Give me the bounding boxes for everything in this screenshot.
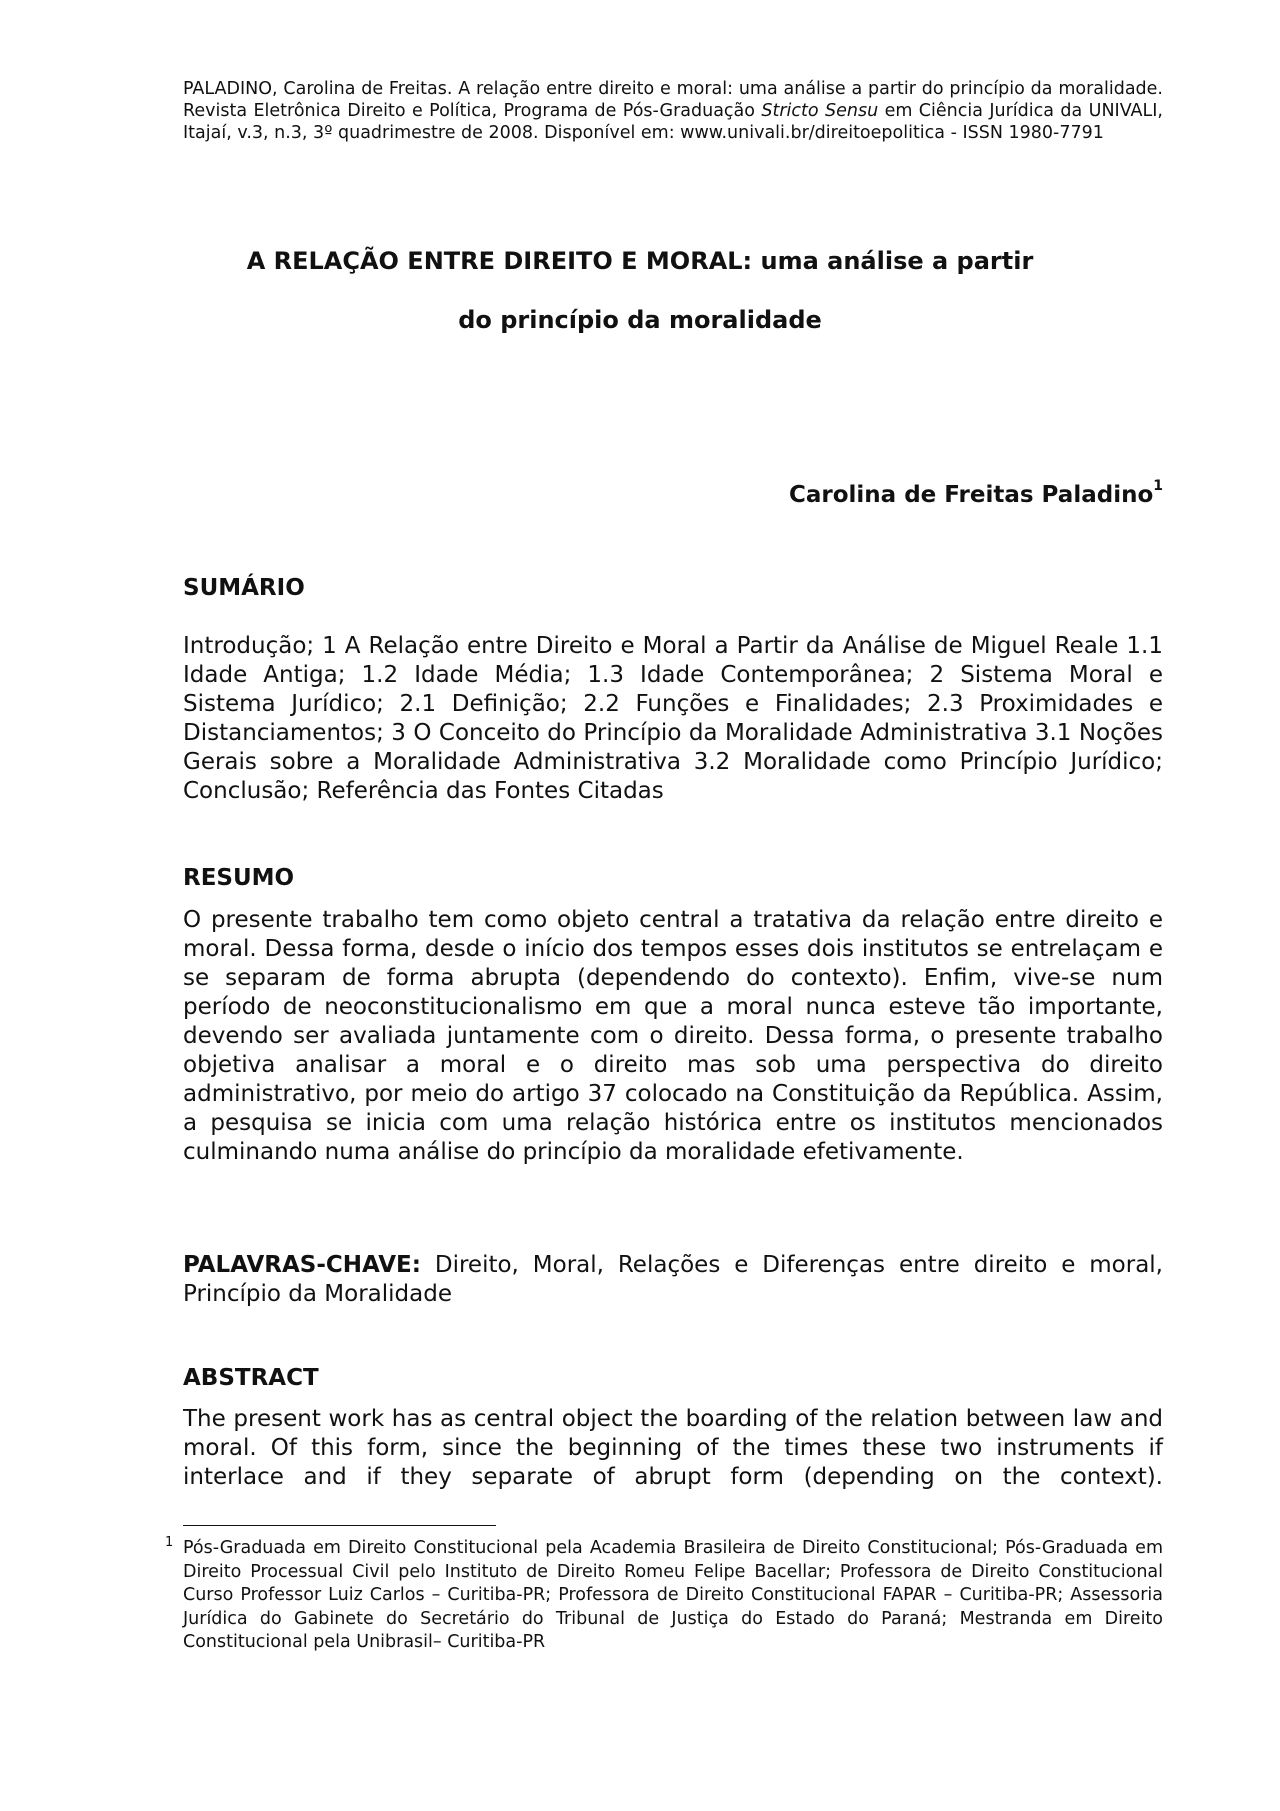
citation-header [183, 78, 1163, 144]
footnote-marker: 1 [165, 1535, 174, 1550]
citation-text: PALADINO, Carolina de Freitas. A relação entre direito e moral: uma análise a partir do princípio da moralidade. Revista Eletrônica Direito e Política, Programa de Pós-Graduação [183, 79, 1163, 121]
author-footnote-ref[interactable]: 1 [1153, 478, 1163, 494]
citation-italic: Stricto Sensu [761, 101, 879, 121]
author-name [789, 478, 1163, 508]
abstract-text: The present work has as central object the boarding of the relation between law and moral. Of this form, since the beginning of the times these two instruments if interlace and if they separate of abrupt form (depending on the context). [183, 1406, 1163, 1490]
citation-text-end: em Ciência Jurídica da UNIVALI, Itajaí, v.3, n.3, 3º quadrimestre de 2008. Disponível em: www.univali.br/direitoepolitica - ISSN 1980-7791 [183, 101, 1163, 143]
footnote-text: Pós-Graduada em Direito Constitucional pela Academia Brasileira de Direito Constitucional; Pós-Graduada em Direito Processual Civil pelo Instituto de Direito Romeu Felipe Bacellar; Professora de Direito Constitucional Curso Professor Luiz Carlos – Curitiba-PR; Professora de Direito Constitucional FAPAR – Curitiba-PR; Assessoria Jurídica do Gabinete do Secretário do Tribunal de Justiça do Estado do Paraná; Mestranda em Direito Constitucional pela Unibrasil– Curitiba-PR [183, 1538, 1163, 1652]
sumario-text: Introdução; 1 A Relação entre Direito e Moral a Partir da Análise de Miguel Reale 1.1 Idade Antiga; 1.2 Idade Média; 1.3 Idade Contemporânea; 2 Sistema Moral e Sistema Jurídico; 2.1 Definição; 2.2 Funções e Finalidades; 2.3 Proximidades e Distanciamentos; 3 O Conceito do Princípio da Moralidade Administrativa 3.1 Noções Gerais sobre a Moralidade Administrativa 3.2 Moralidade como Princípio Jurídico; Conclusão; Referência das Fontes Citadas [183, 633, 1163, 804]
footnote-separator [183, 1525, 496, 1526]
keywords-paragraph [183, 1251, 1163, 1309]
keywords-text: Direito, Moral, Relações e Diferenças entre direito e moral, Princípio da Moralidade [183, 1252, 1163, 1307]
author-name-text: Carolina de Freitas Paladino [789, 482, 1154, 508]
sumario-heading: SUMÁRIO [183, 575, 305, 601]
title-line-2: do princípio da moralidade [458, 306, 822, 334]
title-line-1: A RELAÇÃO ENTRE DIREITO E MORAL: uma análise a partir [246, 247, 1034, 275]
resumo-heading: RESUMO [183, 865, 295, 891]
abstract-heading: ABSTRACT [183, 1365, 319, 1391]
resumo-text: O presente trabalho tem como objeto central a tratativa da relação entre direito e moral. Dessa forma, desde o início dos tempos esses dois institutos se entrelaçam e se separam de forma abrupta (dependendo do contexto). Enfim, vive-se num período de neoconstitucionalismo em que a moral nunca esteve tão importante, devendo ser avaliada juntamente com o direito. Dessa forma, o presente trabalho objetiva analisar a moral e o direito mas sob uma perspectiva do direito administrativo, por meio do artigo 37 colocado na Constituição da República. Assim, a pesquisa se inicia com uma relação histórica entre os institutos mencionados culminando numa análise do princípio da moralidade efetivamente. [183, 907, 1163, 1165]
keywords-label: PALAVRAS-CHAVE: [183, 1252, 421, 1278]
footnote [165, 1535, 1163, 1655]
